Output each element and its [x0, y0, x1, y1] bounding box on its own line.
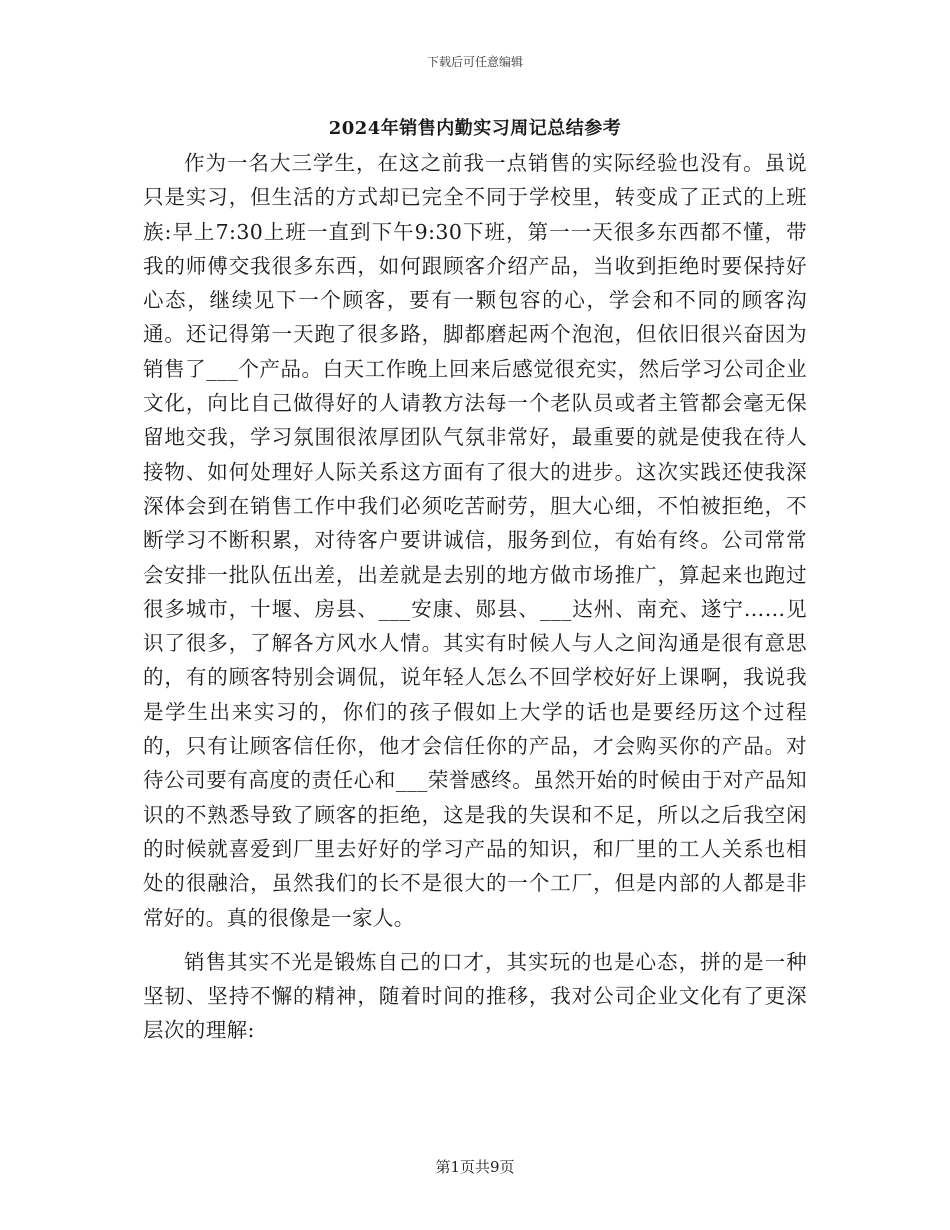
document-body: [143, 146, 807, 1048]
page-number: 第1页共9页: [435, 1158, 515, 1176]
paragraph-1: 作为一名大三学生，在这之前我一点销售的实际经验也没有。虽说只是实习，但生活的方式却已完全不同于学校里，转变成了正式的上班族:早上7:30上班一直到下午9:30下班，第一一天很多东西都不懂，带我的师傅交我很多东西，如何跟顾客介绍产品，当收到拒绝时要保持好心态，继续见下一个顾客，要有一颗包容的心，学会和不同的顾客沟通。还记得第一天跑了很多路，脚都磨起两个泡泡，但依旧很兴奋因为销售了___个产品。白天工作晚上回来后感觉很充实，然后学习公司企业文化，向比自己做得好的人请教方法每一个老队员或者主管都会毫无保留地交我，学习氛围很浓厚团队气氛非常好，最重要的就是使我在待人接物、如何处理好人际关系这方面有了很大的进步。这次实践还使我深深体会到在销售工作中我们必须吃苦耐劳，胆大心细，不怕被拒绝，不断学习不断积累，对待客户要讲诚信，服务到位，有始有终。公司常常会安排一批队伍出差，出差就是去别的地方做市场推广，算起来也跑过很多城市，十堰、房县、___安康、郧县、___达州、南充、遂宁……见识了很多，了解各方风水人情。其实有时候人与人之间沟通是很有意思的，有的顾客特别会调侃，说年轻人怎么不回学校好好上课啊，我说我是学生出来实习的，你们的孩子假如上大学的话也是要经历这个过程的，只有让顾客信任你，他才会信任你的产品，才会购买你的产品。对待公司要有高度的责任心和___荣誉感终。虽然开始的时候由于对产品知识的不熟悉导致了顾客的拒绝，这是我的失误和不足，所以之后我空闲的时候就喜爱到厂里去好好的学习产品的知识，和厂里的工人关系也相处的很融洽，虽然我们的长不是很大的一个工厂，但是内部的人都是非常好的。真的很像是一家人。: [143, 151, 807, 930]
paragraph-2: 销售其实不光是锻炼自己的口才，其实玩的也是心态，拼的是一种坚韧、坚持不懈的精神，随着时间的推移，我对公司企业文化有了更深层次的理解:: [143, 949, 807, 1043]
page-header-note: 下载后可任意编辑: [426, 55, 523, 69]
document-title: 2024年销售内勤实习周记总结参考: [328, 118, 622, 139]
